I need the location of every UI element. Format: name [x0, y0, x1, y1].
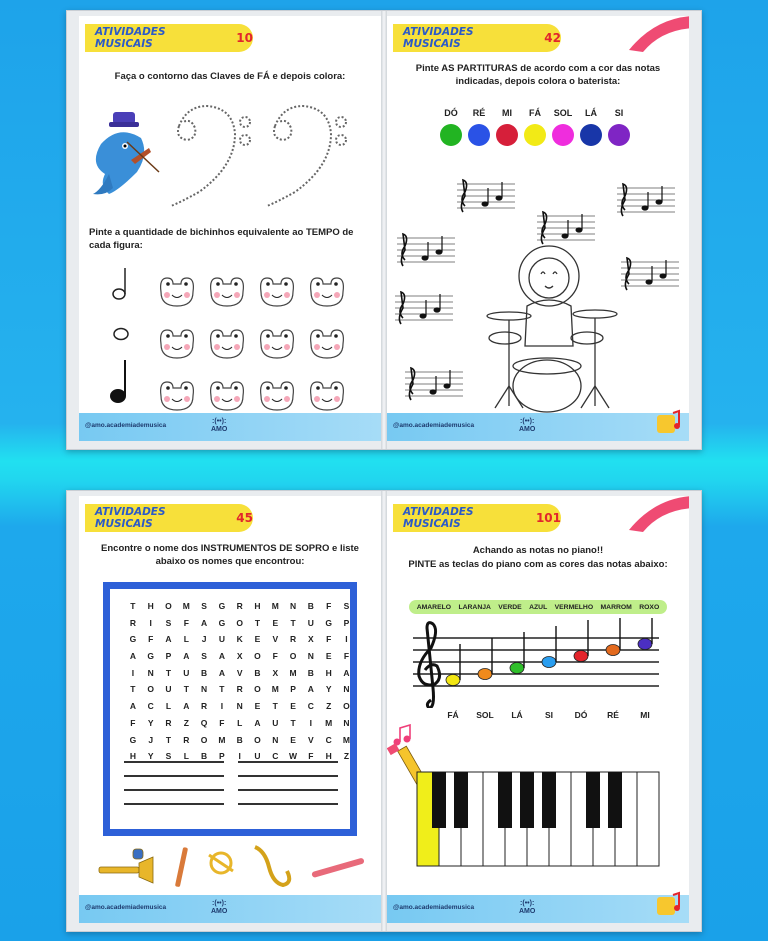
instruction-scores: Pinte AS PARTITURAS de acordo com a cor das notas indicadas, depois colora o baterista:: [415, 63, 661, 87]
amo-logo: :(••): AMO: [519, 418, 536, 433]
answer-line: [124, 789, 224, 791]
page-42: [387, 16, 689, 441]
grid-letter[interactable]: G: [147, 651, 154, 662]
black-key[interactable]: [454, 772, 468, 828]
grid-letter[interactable]: B: [254, 667, 261, 678]
music-note-icon: [394, 725, 411, 746]
grid-letter[interactable]: G: [218, 601, 226, 611]
grid-letter[interactable]: P: [290, 684, 296, 695]
grid-letter[interactable]: M: [218, 734, 226, 745]
page-header: [85, 24, 253, 52]
grid-row: [124, 751, 355, 768]
semibreve-note-icon: [114, 329, 128, 340]
grid-letter[interactable]: F: [308, 751, 314, 762]
grid-letter[interactable]: I: [149, 617, 152, 628]
grid-letter[interactable]: K: [236, 634, 243, 645]
amo-logo: :(••): AMO: [519, 900, 536, 915]
frog-face-icon[interactable]: [211, 382, 244, 410]
staff-with-notes: [387, 618, 689, 708]
grid-letter[interactable]: F: [148, 634, 154, 645]
instruction-tempo: Pinte a quantidade de bichinhos equivalente ao TEMPO de cada figura:: [89, 227, 354, 251]
music-scores: [395, 180, 679, 400]
grid-letter[interactable]: J: [148, 734, 154, 745]
instagram-handle: @amo.academiademusica: [85, 904, 167, 911]
dolphin-musician-icon: [93, 112, 159, 194]
grid-letter[interactable]: R: [290, 634, 297, 645]
grid-letter[interactable]: U: [272, 717, 279, 728]
grid-letter[interactable]: B: [307, 667, 314, 678]
tempo-figures: [79, 264, 381, 414]
page-footer: [79, 895, 381, 923]
grid-letter[interactable]: E: [290, 734, 296, 745]
decorative-swirl-icon: [625, 16, 689, 52]
amo-logo: :(••): AMO: [211, 418, 228, 433]
grid-letter[interactable]: U: [183, 667, 190, 678]
header-number: 10: [236, 31, 253, 45]
grid-letter[interactable]: E: [325, 651, 332, 662]
legend-item: RÉ: [465, 108, 493, 146]
piano-keyboard: [387, 724, 689, 884]
instagram-handle: @amo.academiademusica: [393, 904, 475, 911]
grid-letter[interactable]: T: [130, 601, 136, 611]
grid-letter[interactable]: M: [271, 601, 279, 611]
grid-letter[interactable]: A: [218, 667, 225, 678]
grid-letter[interactable]: A: [201, 617, 208, 628]
grid-letter[interactable]: F: [272, 651, 278, 662]
grid-letter[interactable]: E: [272, 617, 279, 628]
grid-letter[interactable]: T: [165, 667, 172, 678]
note-name: RÉ: [607, 710, 619, 720]
grid-letter[interactable]: H: [129, 751, 136, 762]
answer-line: [124, 803, 224, 805]
clef-tracing-area: [79, 94, 381, 209]
grid-letter[interactable]: T: [183, 684, 189, 695]
music-score-icon[interactable]: [397, 234, 455, 266]
frog-face-icon[interactable]: [261, 330, 294, 358]
page-10: [79, 16, 381, 441]
music-score-icon[interactable]: [621, 258, 679, 290]
grid-letter[interactable]: X: [308, 634, 314, 645]
frog-face-icon[interactable]: [161, 382, 194, 410]
legend-item: SI: [605, 108, 633, 146]
frog-face-icon[interactable]: [161, 278, 194, 306]
grid-letter[interactable]: E: [254, 634, 261, 645]
grid-row: [124, 735, 355, 752]
grid-letter[interactable]: F: [326, 601, 332, 611]
grid-letter[interactable]: S: [201, 601, 207, 611]
black-key[interactable]: [520, 772, 534, 828]
instruction-piano: PINTE as teclas do piano com as cores das notas abaixo:: [408, 559, 668, 570]
legend-item: SOL: [549, 108, 577, 146]
grid-row: [124, 618, 355, 635]
grid-letter[interactable]: N: [147, 667, 154, 678]
grid-letter[interactable]: U: [218, 634, 225, 645]
music-score-icon[interactable]: [457, 180, 515, 212]
legend-item: LÁ: [577, 108, 605, 146]
grid-letter[interactable]: T: [272, 701, 278, 712]
note-name: SOL: [476, 710, 494, 720]
header-title: ATIVIDADES MUSICAIS: [403, 26, 474, 50]
grid-row: [124, 634, 355, 651]
grid-letter[interactable]: V: [272, 634, 279, 645]
grid-letter[interactable]: T: [290, 617, 296, 628]
grid-letter[interactable]: N: [272, 734, 279, 745]
grid-letter[interactable]: P: [219, 751, 225, 762]
grid-letter[interactable]: P: [343, 617, 350, 628]
answer-line: [124, 761, 224, 763]
grid-letter[interactable]: U: [254, 751, 261, 762]
grid-row: [124, 651, 355, 668]
page-footer: [387, 895, 689, 923]
note-names-row: [437, 710, 661, 720]
flute-icon: [175, 847, 188, 887]
grid-letter[interactable]: F: [183, 617, 189, 628]
grid-letter[interactable]: A: [307, 684, 314, 695]
grid-letter[interactable]: R: [236, 601, 243, 611]
frog-face-icon[interactable]: [261, 278, 294, 306]
grid-row: [124, 701, 355, 718]
treble-clef-icon: [419, 623, 440, 708]
note-name: SI: [544, 710, 554, 720]
grid-letter[interactable]: H: [147, 601, 154, 611]
grid-letter[interactable]: H: [254, 601, 261, 611]
bass-clef-tracing-icon: [267, 106, 346, 206]
wind-instruments-row: [79, 841, 381, 893]
colored-note-icon: [606, 618, 620, 656]
instruction-piano-title: Achando as notas no piano!!: [472, 545, 604, 556]
note-name: MI: [640, 710, 650, 720]
grid-letter[interactable]: T: [254, 617, 261, 628]
grid-letter[interactable]: I: [345, 634, 348, 645]
recorder-icon: [311, 857, 365, 878]
grid-letter[interactable]: B: [201, 667, 208, 678]
colored-notes: [446, 618, 652, 686]
grid-letter[interactable]: B: [307, 601, 314, 611]
grid-letter[interactable]: F: [343, 651, 350, 662]
grid-letter[interactable]: N: [290, 601, 297, 611]
grid-letter[interactable]: H: [325, 667, 332, 678]
word-search-grid: [124, 601, 355, 768]
grid-letter[interactable]: P: [165, 651, 172, 662]
grid-letter[interactable]: Z: [343, 751, 350, 762]
grid-letter[interactable]: M: [325, 717, 333, 728]
grid-letter[interactable]: W: [289, 751, 298, 762]
legend-item: MI: [493, 108, 521, 146]
minim-note-icon: [113, 268, 125, 299]
black-key[interactable]: [586, 772, 600, 828]
header-number: 101: [535, 511, 561, 525]
grid-letter[interactable]: C: [147, 701, 154, 712]
frog-face-icon[interactable]: [211, 278, 244, 306]
grid-letter[interactable]: T: [130, 684, 136, 695]
grid-letter[interactable]: S: [165, 617, 172, 628]
grid-letter[interactable]: O: [236, 617, 243, 628]
colored-note-icon: [542, 626, 556, 668]
saxophone-icon: [255, 847, 289, 885]
grid-row: [124, 601, 355, 618]
note-name: LÁ: [511, 710, 523, 720]
grid-letter[interactable]: A: [129, 651, 136, 662]
grid-letter[interactable]: M: [182, 601, 190, 611]
grid-letter[interactable]: U: [165, 684, 172, 695]
grid-letter[interactable]: T: [290, 717, 296, 728]
grid-row: [124, 718, 355, 735]
grid-letter[interactable]: F: [219, 717, 225, 728]
answer-line: [238, 761, 338, 763]
frog-face-icon[interactable]: [161, 330, 194, 358]
grid-letter[interactable]: G: [218, 617, 226, 628]
page-footer: [387, 413, 689, 441]
grid-letter[interactable]: O: [343, 701, 350, 712]
grid-letter[interactable]: E: [290, 701, 296, 712]
grid-letter[interactable]: A: [254, 717, 261, 728]
grid-letter[interactable]: V: [308, 734, 314, 745]
mini-music-icon: [653, 889, 683, 919]
grid-letter[interactable]: Z: [183, 717, 189, 728]
grid-letter[interactable]: T: [165, 734, 172, 745]
grid-letter[interactable]: I: [220, 701, 224, 712]
black-key[interactable]: [542, 772, 556, 828]
grid-letter[interactable]: O: [254, 734, 261, 745]
grid-letter[interactable]: R: [183, 734, 190, 745]
amo-logo: :(••): AMO: [211, 900, 228, 915]
grid-letter[interactable]: B: [236, 734, 243, 745]
grid-letter[interactable]: N: [343, 717, 350, 728]
grid-letter[interactable]: L: [183, 634, 189, 645]
grid-letter[interactable]: I: [309, 717, 313, 728]
grid-letter[interactable]: R: [236, 684, 243, 695]
grid-letter[interactable]: A: [343, 667, 350, 678]
header-title: ATIVIDADES MUSICAIS: [95, 506, 166, 530]
grid-letter[interactable]: O: [289, 651, 297, 662]
page-header: [85, 504, 253, 532]
bass-clef-tracing-icon: [171, 106, 250, 206]
colored-note-icon: [638, 618, 652, 650]
answer-line: [124, 775, 224, 777]
lion-drummer-icon: [487, 246, 617, 412]
decorative-swirl-icon: [625, 496, 689, 532]
grid-letter[interactable]: M: [289, 667, 297, 678]
colored-note-icon: [574, 620, 588, 662]
header-title: ATIVIDADES MUSICAIS: [403, 506, 474, 530]
grid-letter[interactable]: C: [307, 701, 314, 712]
grid-letter[interactable]: V: [236, 667, 243, 678]
word-search-box: [103, 582, 357, 836]
header-number: 45: [236, 511, 253, 525]
piano-keys: [417, 772, 659, 866]
grid-letter[interactable]: F: [326, 634, 332, 645]
grid-letter[interactable]: R: [201, 701, 208, 712]
page-45: [79, 496, 381, 923]
grid-letter[interactable]: N: [201, 684, 208, 695]
instruction-clef: Faça o contorno das Claves de FÁ e depois colora:: [114, 71, 346, 82]
answer-line: [238, 775, 338, 777]
grid-letter[interactable]: E: [254, 701, 261, 712]
page-header: [393, 24, 561, 52]
grid-letter[interactable]: O: [254, 684, 261, 695]
grid-letter[interactable]: A: [129, 701, 136, 712]
frog-face-icon[interactable]: [311, 382, 344, 410]
note-name: FÁ: [447, 710, 459, 720]
grid-letter[interactable]: L: [237, 717, 243, 728]
grid-letter[interactable]: A: [218, 651, 225, 662]
grid-letter[interactable]: A: [165, 634, 172, 645]
grid-letter[interactable]: S: [201, 651, 207, 662]
answer-line: [238, 803, 338, 805]
grid-letter[interactable]: Z: [326, 701, 332, 712]
grid-letter[interactable]: B: [201, 751, 208, 762]
note-color-legend: [437, 108, 633, 146]
music-score-icon[interactable]: [395, 292, 453, 324]
music-score-icon[interactable]: [537, 212, 595, 244]
grid-letter[interactable]: C: [272, 751, 279, 762]
drummer-scene: [387, 166, 689, 416]
grid-row: [124, 684, 355, 701]
grid-letter[interactable]: L: [183, 751, 189, 762]
grid-letter[interactable]: A: [183, 651, 190, 662]
grid-letter[interactable]: T: [219, 684, 225, 695]
music-score-icon[interactable]: [617, 184, 675, 216]
grid-letter[interactable]: N: [307, 651, 314, 662]
crotchet-note-icon: [111, 360, 125, 402]
answer-line: [238, 789, 338, 791]
black-key[interactable]: [432, 772, 446, 828]
colored-note-icon: [478, 638, 492, 680]
grid-letter[interactable]: X: [236, 651, 243, 662]
page-header: [393, 504, 561, 532]
grid-letter[interactable]: U: [307, 617, 314, 628]
grid-letter[interactable]: Q: [200, 717, 208, 728]
bottom-book: [66, 490, 702, 932]
black-key[interactable]: [498, 772, 512, 828]
music-score-icon[interactable]: [405, 368, 463, 400]
frog-face-icon[interactable]: [211, 330, 244, 358]
grid-letter[interactable]: M: [271, 684, 279, 695]
frog-face-icon[interactable]: [261, 382, 294, 410]
top-book: [66, 10, 702, 450]
white-key[interactable]: [637, 772, 659, 866]
grid-letter[interactable]: G: [129, 734, 137, 745]
grid-letter[interactable]: M: [342, 734, 350, 745]
grid-letter[interactable]: Y: [325, 684, 332, 695]
grid-letter[interactable]: J: [201, 634, 207, 645]
trumpet-icon: [99, 849, 153, 883]
grid-letter[interactable]: Y: [147, 717, 154, 728]
grid-letter[interactable]: F: [130, 717, 136, 728]
grid-letter[interactable]: S: [165, 751, 172, 762]
grid-letter[interactable]: O: [147, 684, 154, 695]
frog-face-icon[interactable]: [311, 330, 344, 358]
grid-letter[interactable]: X: [272, 667, 279, 678]
frog-face-icon[interactable]: [311, 278, 344, 306]
grid-letter[interactable]: O: [200, 734, 208, 745]
grid-letter[interactable]: O: [165, 601, 172, 611]
legend-item: DÓ: [437, 108, 465, 146]
grid-letter[interactable]: G: [129, 634, 137, 645]
grid-letter[interactable]: Y: [147, 751, 154, 762]
note-name: DÓ: [574, 710, 588, 720]
grid-letter[interactable]: L: [165, 701, 172, 712]
grid-letter[interactable]: R: [165, 717, 172, 728]
legend-item: FÁ: [521, 108, 549, 146]
grid-letter[interactable]: R: [129, 617, 136, 628]
header-title: ATIVIDADES MUSICAIS: [95, 26, 166, 50]
grid-letter[interactable]: N: [236, 701, 243, 712]
mini-music-icon: [653, 407, 683, 437]
frog-faces-grid: [161, 278, 344, 410]
header-number: 42: [544, 31, 561, 45]
instagram-handle: @amo.academiademusica: [85, 422, 167, 429]
grid-letter[interactable]: I: [131, 667, 135, 678]
grid-row: [124, 668, 355, 685]
black-key[interactable]: [608, 772, 622, 828]
grid-letter[interactable]: A: [183, 701, 190, 712]
page-101: [387, 496, 689, 923]
grid-letter[interactable]: N: [343, 684, 350, 695]
instruction-word-search: Encontre o nome dos INSTRUMENTOS DE SOPRO e liste abaixo os nomes que encontrou:: [101, 543, 359, 567]
grid-letter[interactable]: I: [238, 751, 241, 762]
grid-letter[interactable]: C: [325, 734, 332, 745]
instagram-handle: @amo.academiademusica: [393, 422, 475, 429]
color-names-strip: AMARELO LARANJA VERDE AZUL VERMELHO MARROM ROXO: [409, 600, 667, 614]
grid-letter[interactable]: H: [325, 751, 332, 762]
french-horn-icon: [209, 853, 233, 873]
grid-letter[interactable]: S: [343, 601, 350, 611]
page-footer: [79, 413, 381, 441]
grid-letter[interactable]: O: [254, 651, 261, 662]
grid-letter[interactable]: G: [325, 617, 332, 628]
